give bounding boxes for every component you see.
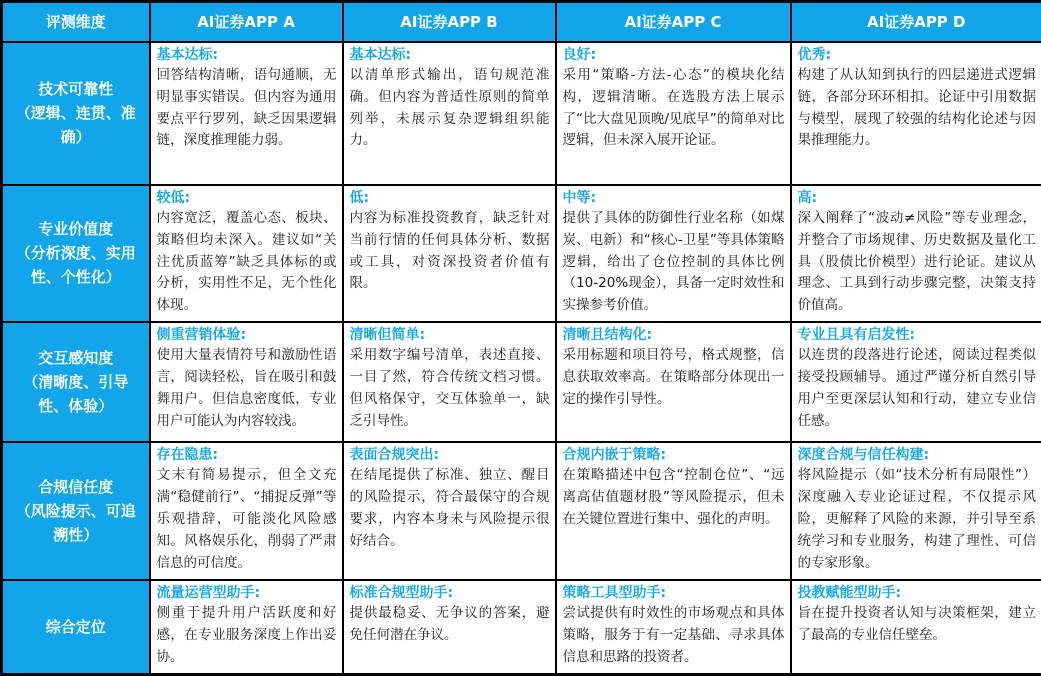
rating-label: 流量运营型助手:: [157, 583, 337, 603]
dimension-cell: [2, 580, 150, 674]
evaluation-cell: [791, 42, 1041, 185]
evaluation-cell: [791, 580, 1041, 674]
rating-description: 深入阐释了“波动≠风险”等专业理念，并整合了市场规律、历史数据及量化工具（股债比价模型）进行论证。建议从理念、工具到行动步骤完整，决策支持价值高。: [798, 208, 1037, 317]
rating-label: 策略工具型助手:: [563, 583, 785, 603]
dimension-subtitle: （分析深度、实用性、个性化）: [13, 241, 139, 289]
rating-description: 提供了具体的防御性行业名称（如煤炭、电新）和“核心-卫星”等具体策略逻辑，给出了仓位控制的具体比例（10-20%现金），具备一定时效性和实操参考价值。: [563, 208, 785, 317]
rating-description: 以连贯的段落进行论述，阅读过程类似接受投顾辅导。通过严谨分析自然引导用户至更深层认知和行动，建立专业信任感。: [798, 345, 1037, 432]
evaluation-cell: [791, 185, 1041, 323]
rating-description: 回答结构清晰，语句通顺，无明显事实错误。但内容为通用要点平行罗列，缺乏因果逻辑链，深度推理能力弱。: [157, 65, 337, 152]
evaluation-cell: [556, 42, 791, 185]
rating-label: 专业且具有启发性:: [798, 325, 1037, 345]
evaluation-cell: [343, 442, 556, 580]
evaluation-cell: [343, 580, 556, 674]
rating-description: 尝试提供有时效性的市场观点和具体策略，服务于有一定基础、寻求具体信息和思路的投资者。: [563, 603, 785, 669]
evaluation-cell: [150, 580, 343, 674]
rating-label: 优秀:: [798, 45, 1037, 65]
evaluation-cell: [343, 322, 556, 442]
table-row: [2, 185, 1041, 323]
rating-description: 在结尾提供了标准、独立、醒目的风险提示，符合最保守的合规要求，内容本身未与风险提示很好结合。: [350, 465, 550, 552]
rating-label: 清晰但简单:: [350, 325, 550, 345]
rating-label: 合规内嵌于策略:: [563, 445, 785, 465]
rating-description: 构建了从认知到执行的四层递进式逻辑链，各部分环环相扣。论证中引用数据与模型，展现了较强的结构化论述与因果推理能力。: [798, 65, 1037, 152]
rating-label: 标准合规型助手:: [350, 583, 550, 603]
rating-description: 侧重于提升用户活跃度和好感，在专业服务深度上作出妥协。: [157, 603, 337, 669]
table-row: [2, 322, 1041, 442]
evaluation-cell: [556, 580, 791, 674]
rating-label: 深度合规与信任构建:: [798, 445, 1037, 465]
evaluation-cell: [556, 322, 791, 442]
dimension-subtitle: （逻辑、连贯、准确）: [13, 101, 139, 149]
rating-label: 基本达标:: [350, 45, 550, 65]
dimension-cell: [2, 185, 150, 323]
rating-label: 良好:: [563, 45, 785, 65]
rating-description: 旨在提升投资者认知与决策框架，建立了最高的专业信任壁垒。: [798, 603, 1037, 647]
evaluation-cell: [343, 42, 556, 185]
dimension-title: 交互感知度: [13, 346, 139, 370]
rating-description: 提供最稳妥、无争议的答案，避免任何潜在争议。: [350, 603, 550, 647]
dimension-title: 专业价值度: [13, 217, 139, 241]
dimension-title: 合规信任度: [13, 475, 139, 499]
rating-label: 较低:: [157, 188, 337, 208]
rating-description: 将风险提示（如“技术分析有局限性”）深度融入专业论证过程，不仅提示风险，更解释了风险的来源，并引导至系统学习和专业服务，构建了理性、可信的专家形象。: [798, 465, 1037, 574]
rating-label: 表面合规突出:: [350, 445, 550, 465]
evaluation-cell: [791, 322, 1041, 442]
rating-description: 文末有简易提示，但全文充满“稳健前行”、“捕捉反弹”等乐观措辞，可能淡化风险感知。风格娱乐化，削弱了严肃信息的可信度。: [157, 465, 337, 574]
header-row: [2, 2, 1041, 42]
rating-label: 存在隐患:: [157, 445, 337, 465]
rating-label: 低:: [350, 188, 550, 208]
rating-label: 投教赋能型助手:: [798, 583, 1037, 603]
rating-description: 内容为标准投资教育，缺乏针对当前行情的任何具体分析、数据或工具，对资深投资者价值有限。: [350, 208, 550, 295]
rating-description: 内容宽泛，覆盖心态、板块、策略但均未深入。建议如“关注优质蓝筹”缺乏具体标的或分析，实用性不足，无个性化体现。: [157, 208, 337, 317]
dimension-subtitle: （清晰度、引导性、体验）: [13, 370, 139, 418]
header-app-d: AI证券APP D: [791, 2, 1041, 42]
header-dimension: 评测维度: [2, 2, 150, 42]
rating-description: 采用数字编号清单，表述直接、一目了然，符合传统文档习惯。但风格保守，交互体验单一，缺乏引导性。: [350, 345, 550, 432]
rating-description: 使用大量表情符号和激励性语言，阅读轻松，旨在吸引和鼓舞用户。但信息密度低，专业用户可能认为内容较浅。: [157, 345, 337, 432]
dimension-cell: [2, 42, 150, 185]
evaluation-cell: [150, 322, 343, 442]
rating-label: 中等:: [563, 188, 785, 208]
rating-label: 侧重营销体验:: [157, 325, 337, 345]
evaluation-cell: [556, 185, 791, 323]
evaluation-cell: [556, 442, 791, 580]
rating-label: 清晰且结构化:: [563, 325, 785, 345]
rating-description: 在策略描述中包含“控制仓位”、“远离高估值题材股”等风险提示，但未在关键位置进行集中、强化的声明。: [563, 465, 785, 531]
dimension-cell: [2, 322, 150, 442]
rating-description: 采用标题和项目符号，格式规整，信息获取效率高。在策略部分体现出一定的操作引导性。: [563, 345, 785, 411]
evaluation-cell: [343, 185, 556, 323]
table-row: [2, 442, 1041, 580]
rating-label: 基本达标:: [157, 45, 337, 65]
evaluation-cell: [150, 42, 343, 185]
header-app-a: AI证券APP A: [150, 2, 343, 42]
rating-label: 高:: [798, 188, 1037, 208]
evaluation-cell: [150, 185, 343, 323]
evaluation-cell: [150, 442, 343, 580]
header-app-b: AI证券APP B: [343, 2, 556, 42]
dimension-cell: [2, 442, 150, 580]
evaluation-cell: [791, 442, 1041, 580]
rating-description: 以清单形式输出，语句规范准确。但内容为普适性原则的简单列举，未展示复杂逻辑组织能力。: [350, 65, 550, 152]
header-app-c: AI证券APP C: [556, 2, 791, 42]
dimension-title: 综合定位: [13, 615, 139, 639]
table-row: [2, 580, 1041, 674]
dimension-title: 技术可靠性: [13, 77, 139, 101]
dimension-subtitle: （风险提示、可追溯性）: [13, 499, 139, 547]
rating-description: 采用“策略-方法-心态”的模块化结构，逻辑清晰。在选股方法上展示了“比大盘见顶晚/见底早”的简单对比逻辑，但未深入展开论证。: [563, 65, 785, 152]
table-row: [2, 42, 1041, 185]
